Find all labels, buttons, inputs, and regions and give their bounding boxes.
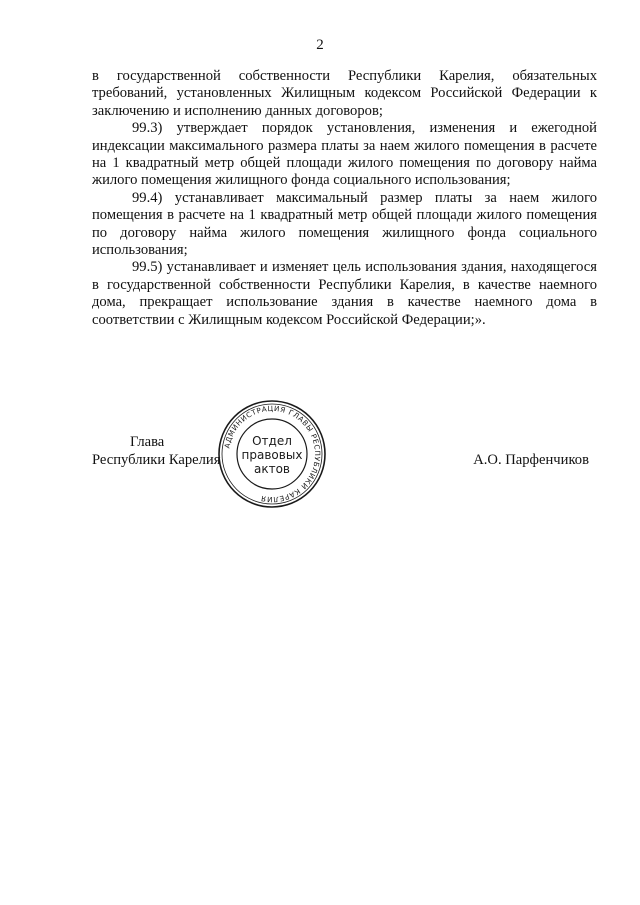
stamp-center-line1: Отдел (252, 434, 292, 448)
signature-block (92, 433, 597, 533)
signatory-name: А.О. Парфенчиков (473, 452, 589, 468)
page-number: 2 (316, 37, 324, 53)
paragraph-99-4: 99.4) устанавливает максимальный размер платы за наем жилого помещения в расчете на 1 квадратный метр общей площади жилого помещения по договору найма жилого помещения жилищного фонда социального использования; (92, 189, 597, 259)
document-body (92, 68, 597, 329)
stamp-center-line2: правовых (241, 448, 303, 462)
stamp-ring-text: АДМИНИСТРАЦИЯ ГЛАВЫ РЕСПУБЛИКИ КАРЕЛИЯ (222, 403, 323, 505)
paragraph-continuation: в государственной собственности Республики Карелия, обязательных требований, установленных Жилищным кодексом Российской Федерации к заключению и исполнению данных договоров; (92, 68, 597, 119)
signatory-title-line2: Республики Карелия (92, 452, 221, 468)
official-stamp (216, 398, 328, 510)
paragraph-99-5: 99.5) устанавливает и изменяет цель использования здания, находящегося в государственной собственности Республики Карелия, в качестве наемного дома, прекращает использование здания в качестве наемного дома в соответствии с Жилищным кодексом Российской Федерации;». (92, 259, 597, 328)
paragraph-99-3: 99.3) утверждает порядок установления, изменения и ежегодной индексации максимального размера платы за наем жилого помещения в расчете на 1 квадратный метр общей площади жилого помещения по договору найма жилого помещения жилищного фонда социального использования; (92, 120, 597, 189)
signatory-title-line1: Глава (130, 434, 165, 450)
stamp-center-line3: актов (253, 462, 291, 476)
signatory-title (92, 433, 220, 469)
